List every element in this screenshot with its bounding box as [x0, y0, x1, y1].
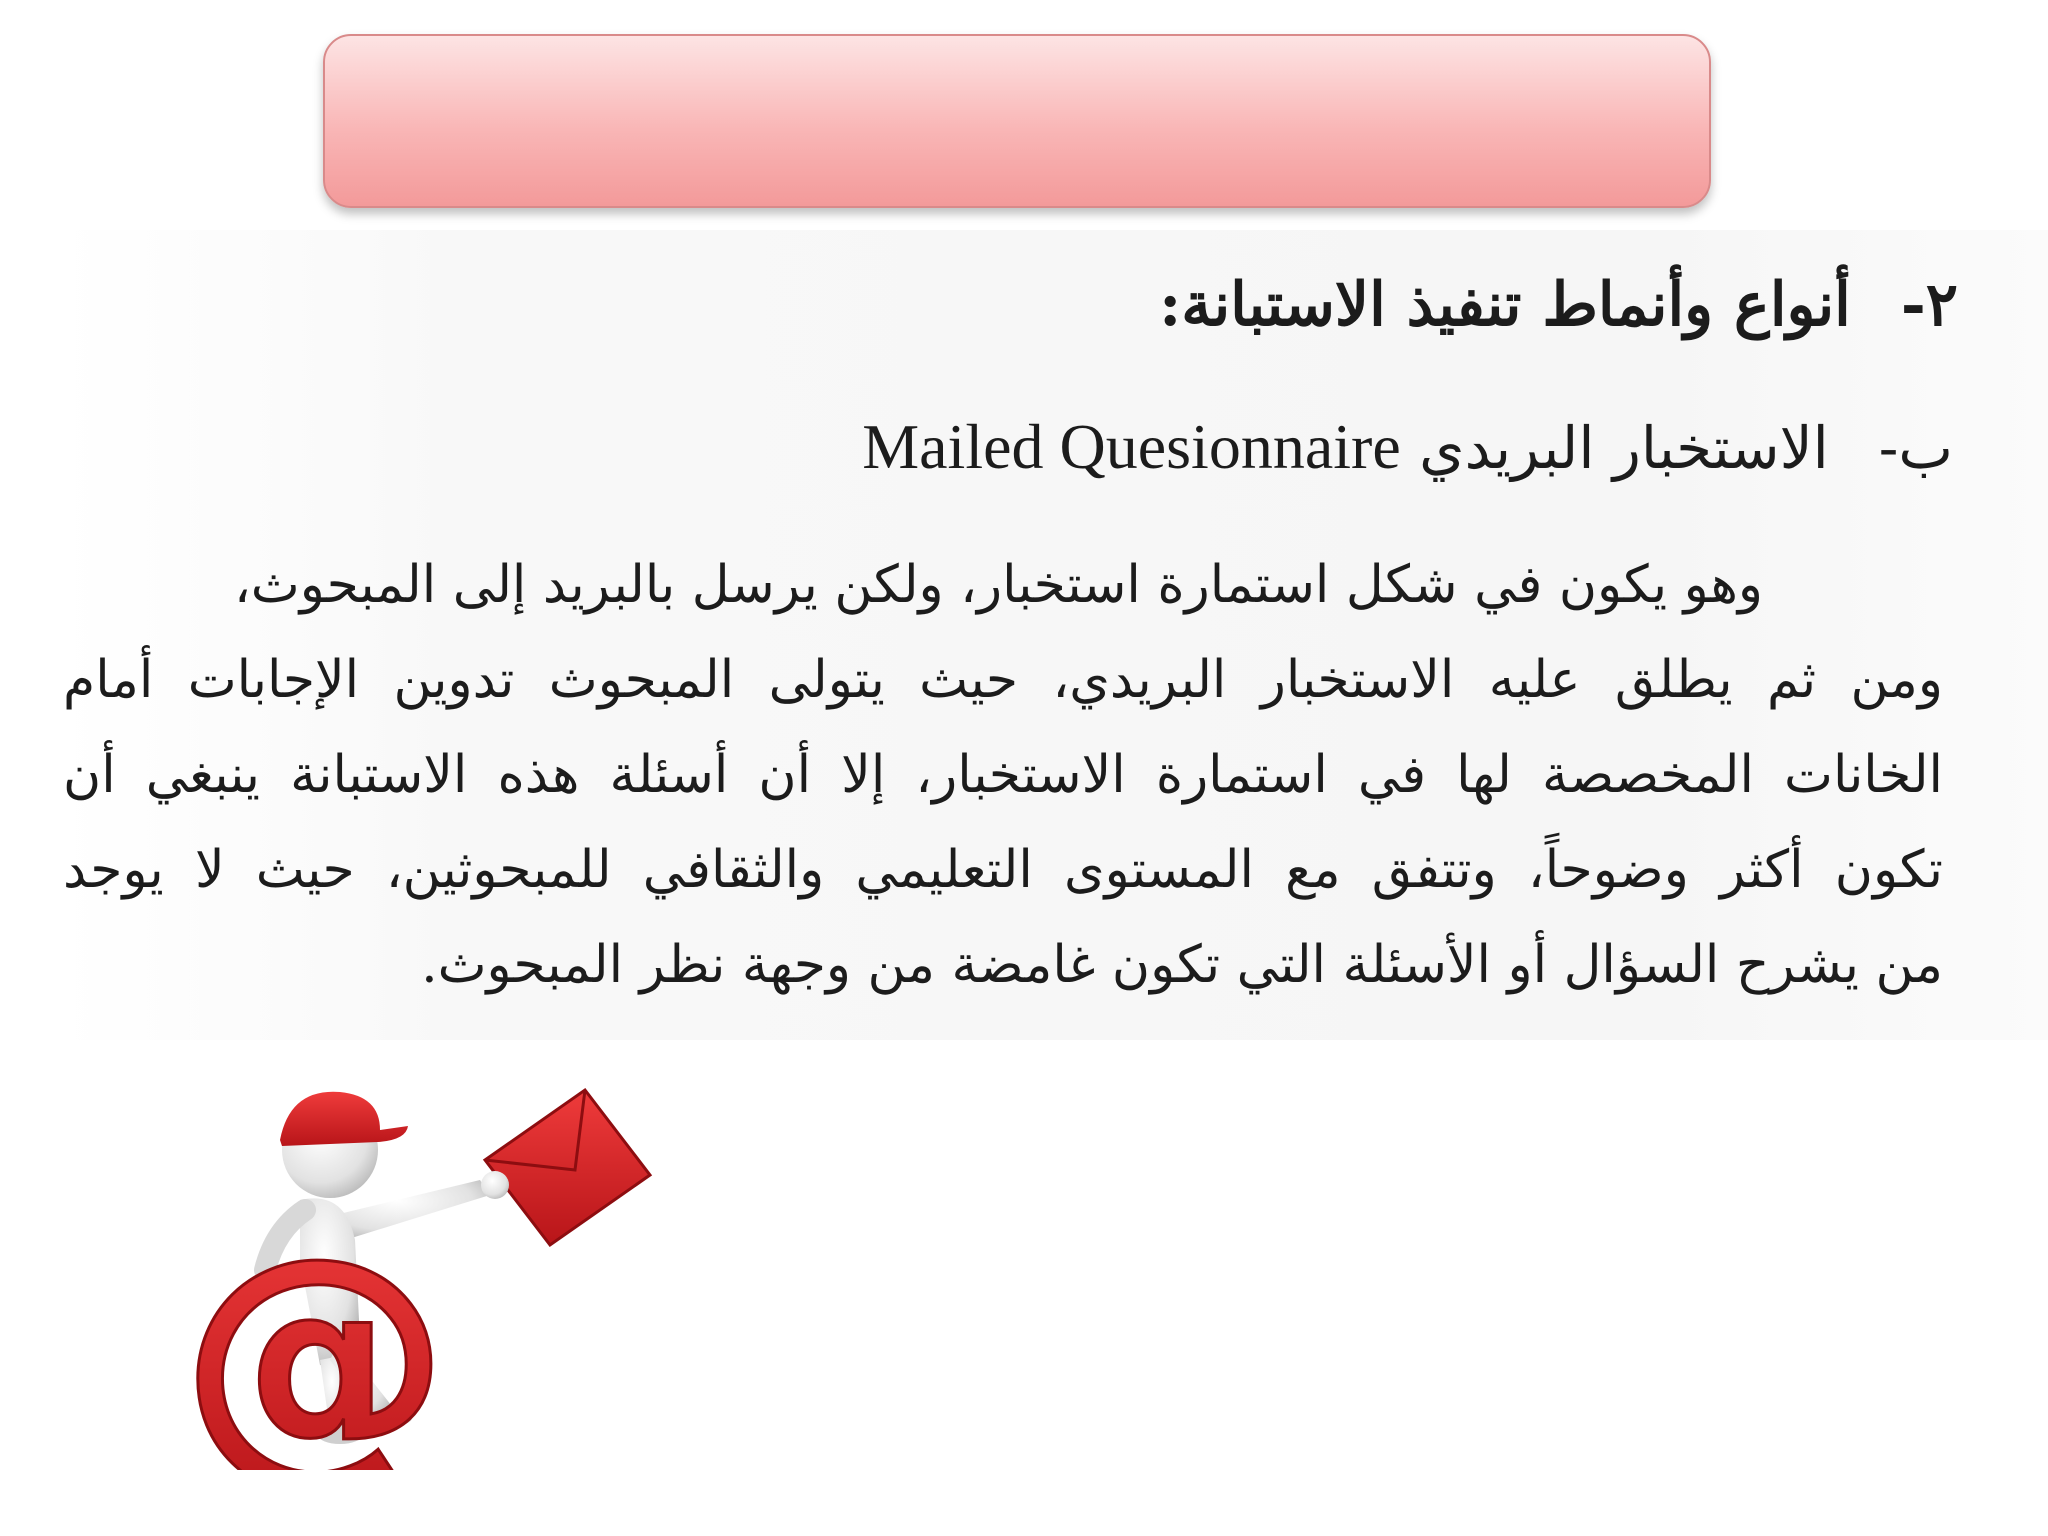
title-box [323, 34, 1711, 208]
envelope-icon [485, 1090, 650, 1245]
heading-text: أنواع وأنماط تنفيذ الاستبانة: [1159, 270, 1851, 340]
paragraph-line-4: تكون أكثر وضوحاً، وتتفق مع المستوى التعليمي والثقافي للمبحوثين، حيث لا يوجد [63, 840, 1943, 900]
heading-number: ٢- [1900, 270, 1958, 340]
section-heading [1159, 270, 1958, 340]
paragraph-line-3: الخانات المخصصة لها في استمارة الاستخبار، إلا أن أسئلة هذه الاستبانة ينبغي أن [63, 745, 1943, 805]
subheading-english: Mailed Quesionnaire [862, 411, 1401, 482]
mail-person-illustration [180, 1040, 680, 1470]
at-sign-icon [180, 1199, 450, 1470]
paragraph-line-1: وهو يكون في شكل استمارة استخبار، ولكن يرسل بالبريد إلى المبحوث، [234, 555, 1763, 615]
subheading-arabic: الاستخبار البريدي [1419, 414, 1829, 482]
paragraph-line-5: من يشرح السؤال أو الأسئلة التي تكون غامضة من وجهة نظر المبحوث. [421, 935, 1943, 995]
subheading-marker: ب- [1878, 414, 1953, 482]
subsection-heading [862, 410, 1953, 484]
scanned-page [60, 230, 2048, 1040]
svg-text:@: @ [180, 1199, 450, 1470]
paragraph-line-2: ومن ثم يطلق عليه الاستخبار البريدي، حيث يتولى المبحوث تدوين الإجابات أمام [63, 650, 1943, 710]
